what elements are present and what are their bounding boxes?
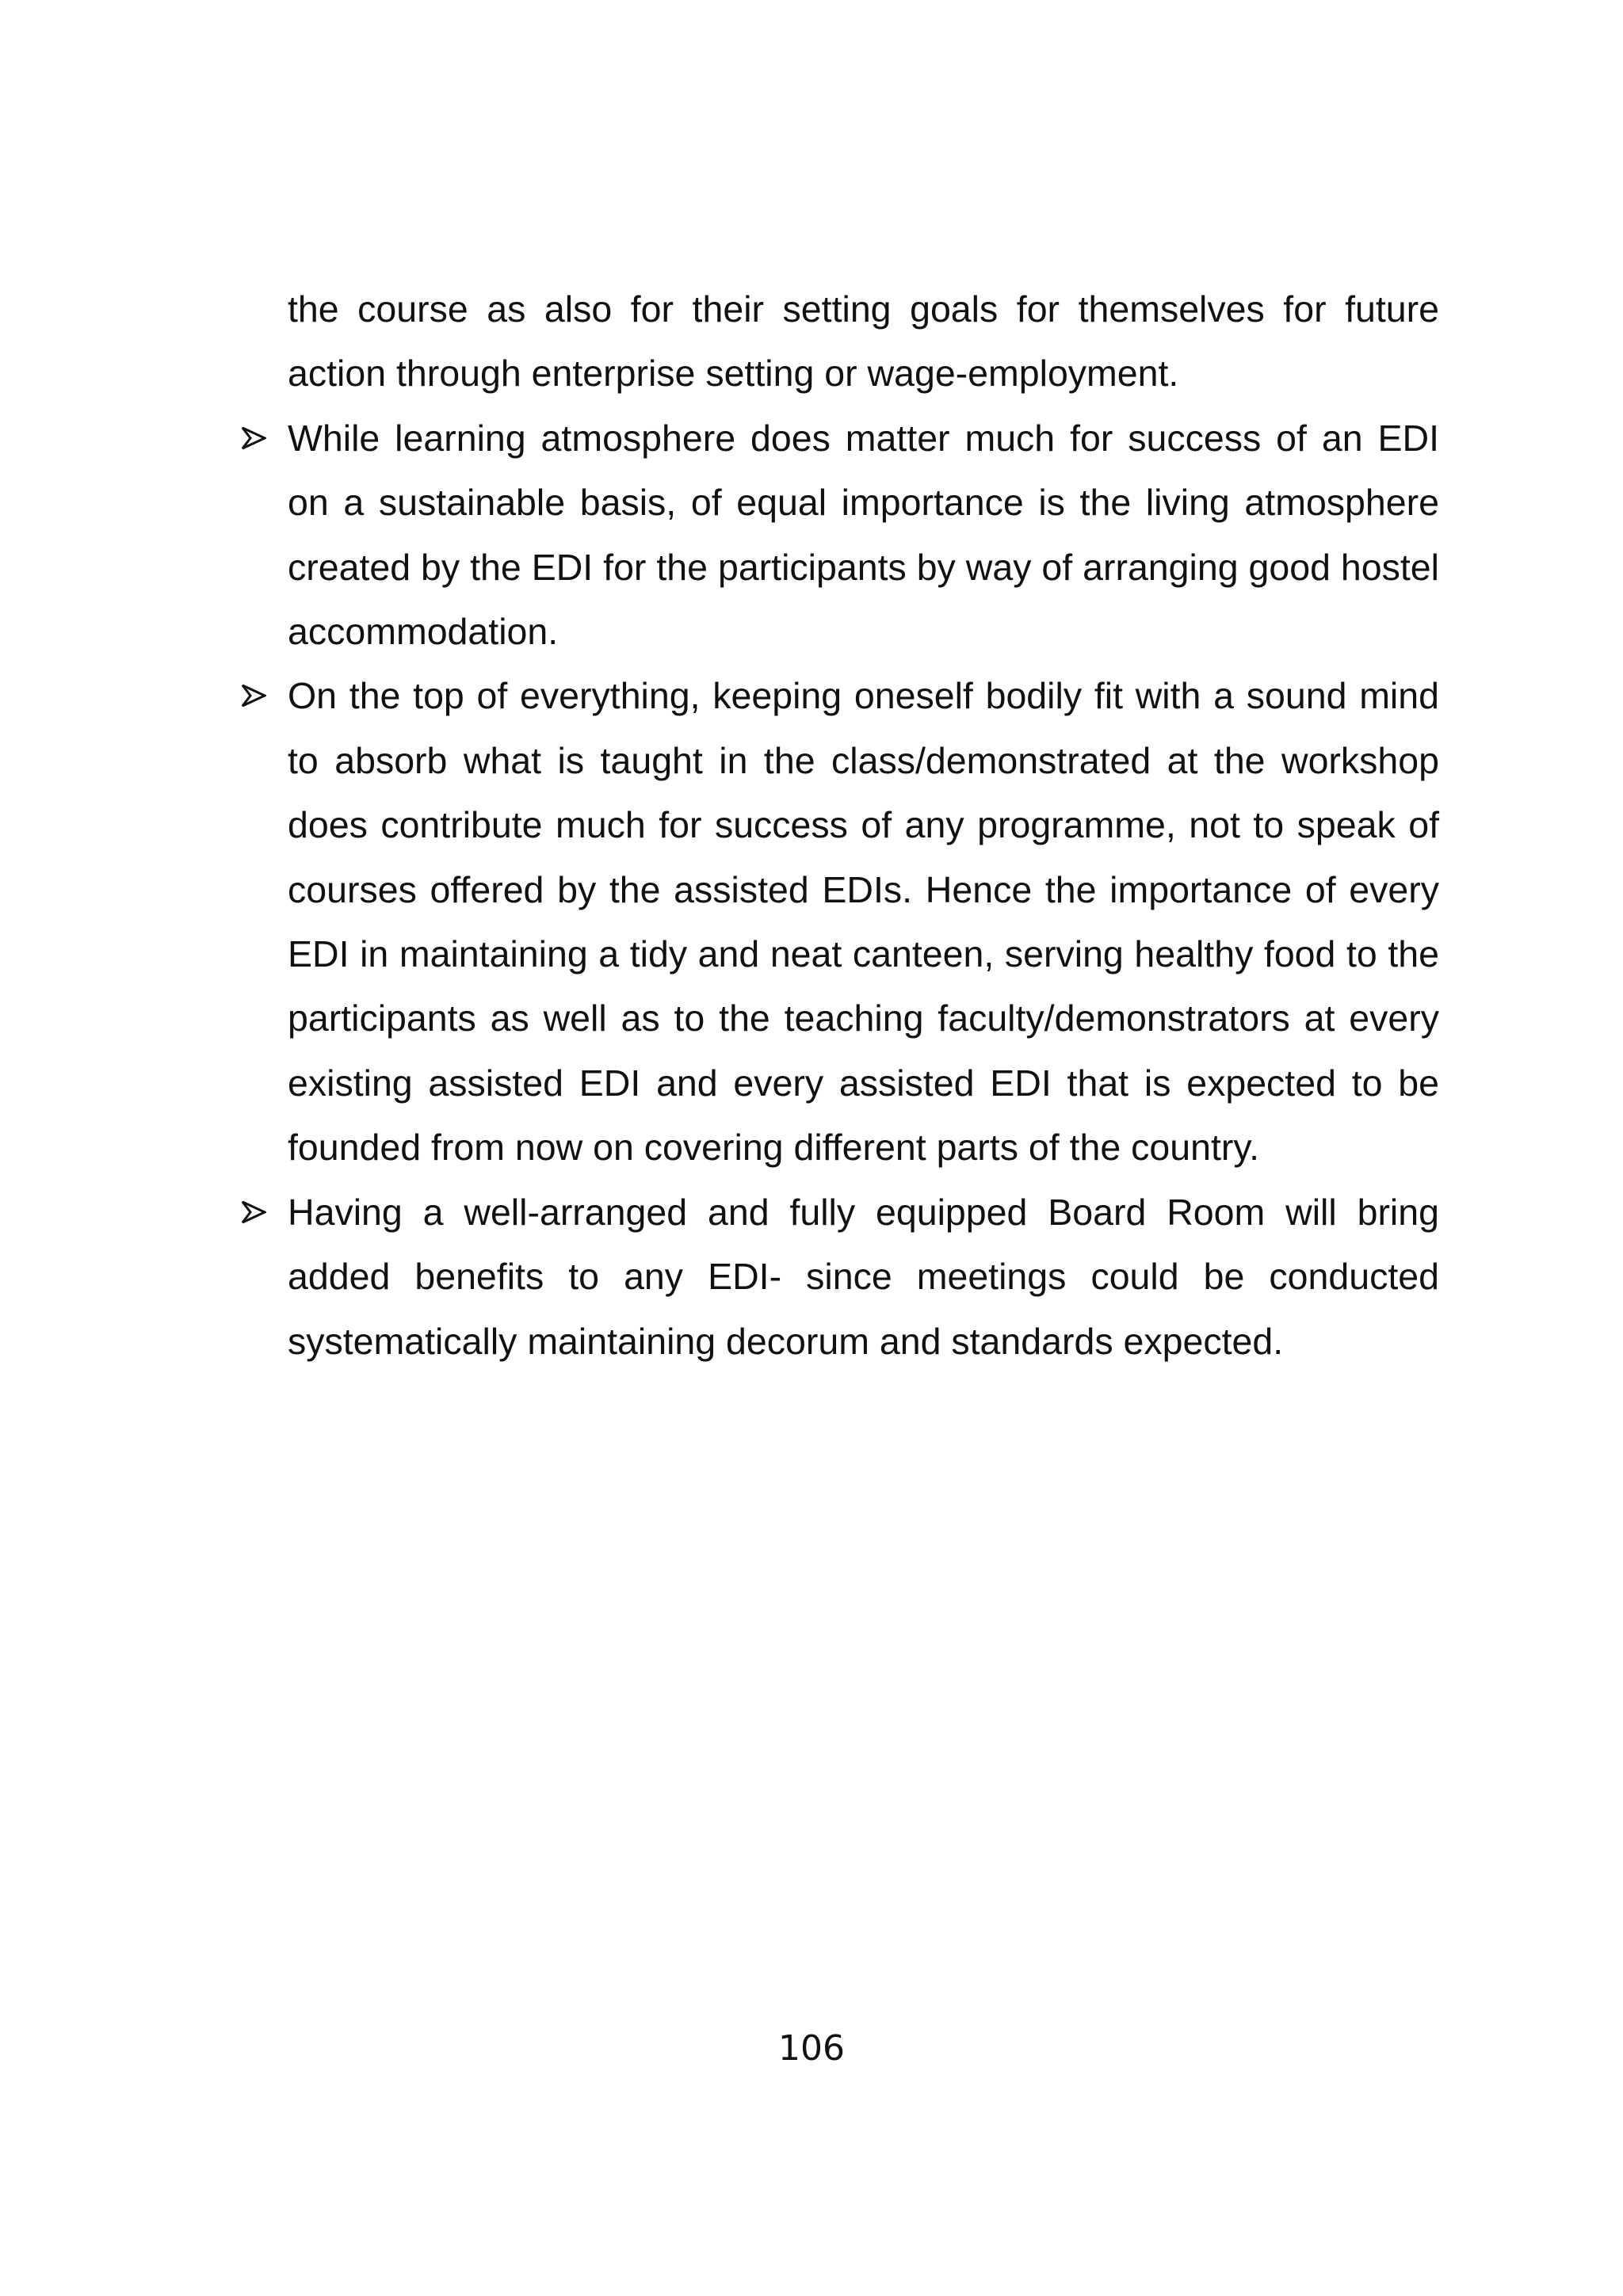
- bullet-text: Having a well-arranged and fully equipped Board Room will bring added benefits to any EDI- since meetings could be conducted systematically maintaining decorum and standards expected.: [288, 1191, 1439, 1362]
- bullet-item: [288, 664, 1439, 1180]
- continuation-paragraph: the course as also for their setting goals for themselves for future action through enterprise setting or wage-employment.: [288, 288, 1439, 395]
- bullet-text: While learning atmosphere does matter much for success of an EDI on a sustainable basis, of equal importance is the living atmosphere created by the EDI for the participants by way of arranging good hostel accommodation.: [288, 417, 1439, 653]
- arrowhead-bullet-icon: [241, 406, 273, 471]
- page-body: [288, 277, 1439, 1374]
- arrowhead-bullet-icon: [241, 1180, 273, 1245]
- bullet-text: On the top of everything, keeping oneself bodily fit with a sound mind to absorb what is taught in the class/demonstrated at the workshop does contribute much for success of any programme, not to speak of courses offered by the assisted EDIs. Hence the importance of every EDI in maintaining a tidy and neat canteen, serving healthy food to the participants as well as to the teaching faculty/demonstrators at every existing assisted EDI and every assisted EDI that is expected to be founded from now on covering different parts of the country.: [288, 675, 1439, 1169]
- bullet-list: [288, 406, 1439, 1374]
- page-number: 106: [778, 2028, 845, 2069]
- bullet-item: [288, 406, 1439, 665]
- bullet-item: [288, 1180, 1439, 1374]
- arrowhead-bullet-icon: [241, 664, 273, 728]
